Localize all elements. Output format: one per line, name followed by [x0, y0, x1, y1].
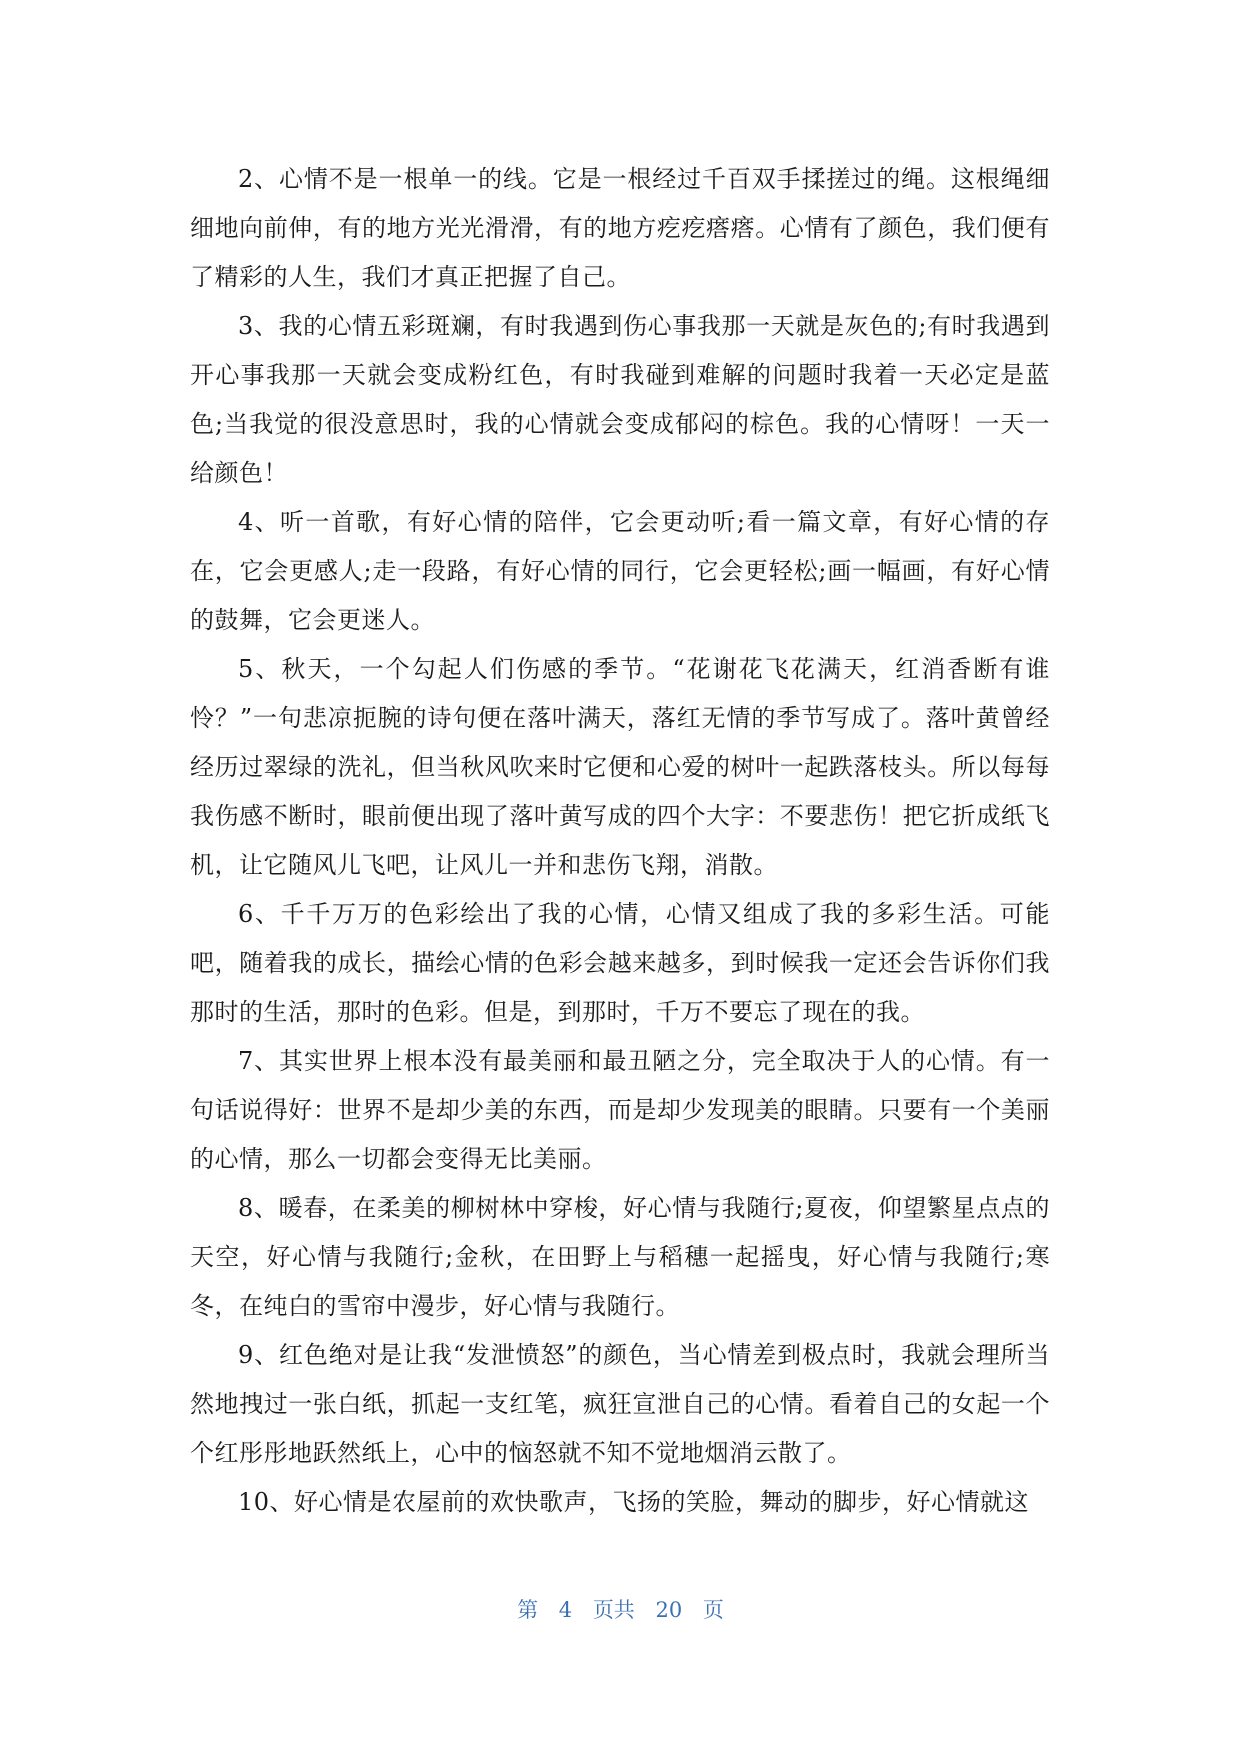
paragraph-4: 4、听一首歌，有好心情的陪伴，它会更动听;看一篇文章，有好心情的存在，它会更感人;走一段路，有好心情的同行，它会更轻松;画一幅画，有好心情的鼓舞，它会更迷人。	[190, 508, 1050, 634]
paragraph-3: 3、我的心情五彩斑斓，有时我遇到伤心事我那一天就是灰色的;有时我遇到开心事我那一天就会变成粉红色，有时我碰到难解的问题时我着一天必定是蓝色;当我觉的很没意思时，我的心情就会变成郁闷的棕色。我的心情呀！一天一给颜色！	[190, 312, 1050, 487]
paragraph-8: 8、暖春，在柔美的柳树林中穿梭，好心情与我随行;夏夜，仰望繁星点点的天空，好心情与我随行;金秋，在田野上与稻穗一起摇曳，好心情与我随行;寒冬，在纯白的雪帘中漫步，好心情与我随行。	[190, 1194, 1050, 1320]
paragraph-6: 6、千千万万的色彩绘出了我的心情，心情又组成了我的多彩生活。可能吧，随着我的成长，描绘心情的色彩会越来越多，到时候我一定还会告诉你们我那时的生活，那时的色彩。但是，到那时，千万不要忘了现在的我。	[190, 900, 1050, 1026]
footer-middle: 页共	[592, 1598, 635, 1622]
paragraph-7: 7、其实世界上根本没有最美丽和最丑陋之分，完全取决于人的心情。有一句话说得好：世界不是却少美的东西，而是却少发现美的眼睛。只要有一个美丽的心情，那么一切都会变得无比美丽。	[190, 1047, 1050, 1173]
footer-suffix: 页	[702, 1598, 724, 1622]
footer-total-pages: 20	[655, 1598, 683, 1622]
footer-current-page: 4	[558, 1598, 573, 1622]
paragraph-9: 9、红色绝对是让我“发泄愤怒”的颜色，当心情差到极点时，我就会理所当然地拽过一张白纸，抓起一支红笔，疯狂宣泄自己的心情。看着自己的女起一个个红彤彤地跃然纸上，心中的恼怒就不知不觉地烟消云散了。	[190, 1341, 1050, 1467]
paragraph-2: 2、心情不是一根单一的线。它是一根经过千百双手揉搓过的绳。这根绳细细地向前伸，有的地方光光滑滑，有的地方疙疙瘩瘩。心情有了颜色，我们便有了精彩的人生，我们才真正把握了自己。	[190, 165, 1050, 291]
page-footer	[0, 1594, 1241, 1624]
footer-prefix: 第	[517, 1598, 539, 1622]
paragraph-10: 10、好心情是农屋前的欢快歌声，飞扬的笑脸，舞动的脚步，好心情就这	[238, 1488, 1030, 1516]
paragraph-5: 5、秋天，一个勾起人们伤感的季节。“花谢花飞花满天，红消香断有谁怜？”一句悲凉扼腕的诗句便在落叶满天，落红无情的季节写成了。落叶黄曾经经历过翠绿的洗礼，但当秋风吹来时它便和心爱的树叶一起跌落枝头。所以每每我伤感不断时，眼前便出现了落叶黄写成的四个大字：不要悲伤！把它折成纸飞机，让它随风儿飞吧，让风儿一并和悲伤飞翔，消散。	[190, 655, 1050, 879]
document-body	[190, 155, 1050, 1527]
